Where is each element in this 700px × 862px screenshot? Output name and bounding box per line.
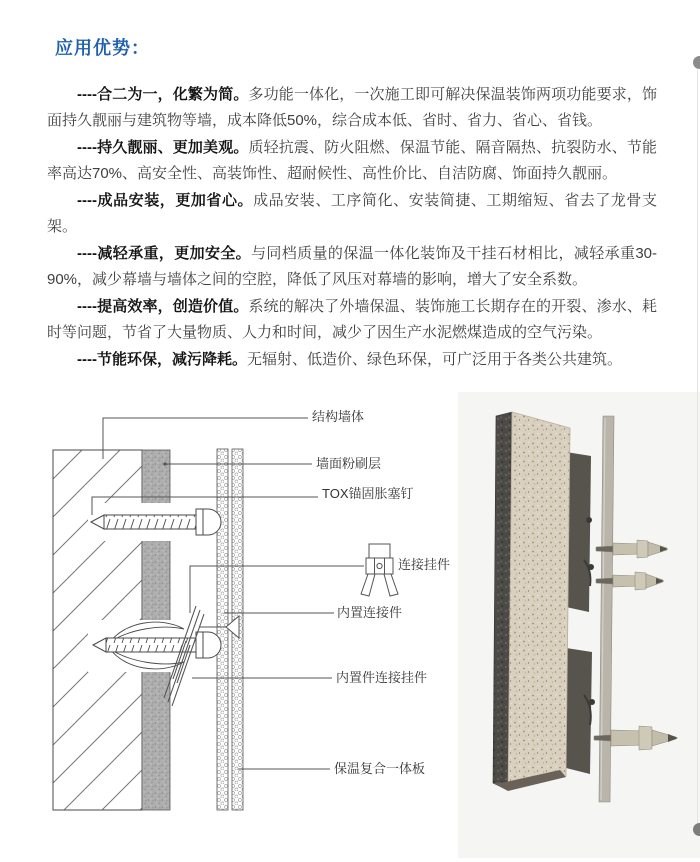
paragraph-2-lead: ----持久靓丽、更加美观。	[77, 139, 249, 156]
composite-board-strip-left	[217, 449, 228, 810]
paragraph-4-lead: ----减轻承重，更加安全。	[77, 245, 252, 262]
edge-dot-bottom	[693, 823, 700, 836]
page-title: 应用优势：	[55, 38, 150, 58]
panel-insulation-core	[508, 412, 570, 790]
label-composite-board: 保温复合一体板	[334, 761, 426, 776]
paragraph-5-body: 系统的解决了外墙保温、装饰施工长期存在的开裂、渗水、耗时等问题，节省了大量物质、人力和时间，减少了因生产水泥燃煤造成的空气污染。	[47, 298, 657, 341]
page-edge-line	[697, 70, 698, 828]
paragraph-4-body: 与同档质量的保温一体化装饰及干挂石材相比，减轻承重30-90%，减少幕墙与墙体之间的空腔，降低了风压对幕墙的影响，增大了安全系数。	[47, 245, 658, 288]
label-tox-anchor: TOX锚固胀塞钉	[322, 486, 414, 501]
paragraph-1-body: 多功能一体化，一次施工即可解决保温装饰两项功能要求，饰面持久靓丽与建筑物等墙，成本降低50%，综合成本低、省时、省力、省心、省钱。	[47, 86, 657, 129]
product-photo	[458, 392, 700, 858]
label-builtin-hanger: 内置件连接挂件	[336, 670, 428, 685]
paragraph-2-body: 质轻抗震、防火阻燃、保温节能、隔音隔热、抗裂防水、节能率高达70%、高安全性、高装饰性、超耐候性、高性价比、自洁防腐、饰面持久靓丽。	[47, 139, 657, 182]
paragraph-6-body: 无辐射、低造价、绿色环保，可广泛用于各类公共建筑。	[246, 351, 622, 368]
paragraph-3-lead: ----成品安装，更加省心。	[77, 192, 254, 209]
mounting-bracket-lower	[566, 648, 592, 774]
label-plaster-layer: 墙面粉刷层	[316, 456, 382, 471]
paragraph-1-lead: ----合二为一，化繁为简。	[77, 86, 249, 103]
paragraph-5-lead: ----提高效率，创造价值。	[77, 298, 249, 315]
label-connector-hanger: 连接挂件	[398, 557, 451, 572]
paragraph-3-body: 成品安装、工序简化、安装简捷、工期缩短、省去了龙骨支架。	[47, 192, 657, 235]
label-structural-wall: 结构墙体	[312, 409, 365, 424]
label-builtin-connector: 内置连接件	[337, 605, 403, 620]
paragraph-6-lead: ----节能环保，减污降耗。	[77, 351, 247, 368]
edge-dot-top	[693, 56, 700, 69]
connector-hanger-icon	[361, 544, 398, 596]
